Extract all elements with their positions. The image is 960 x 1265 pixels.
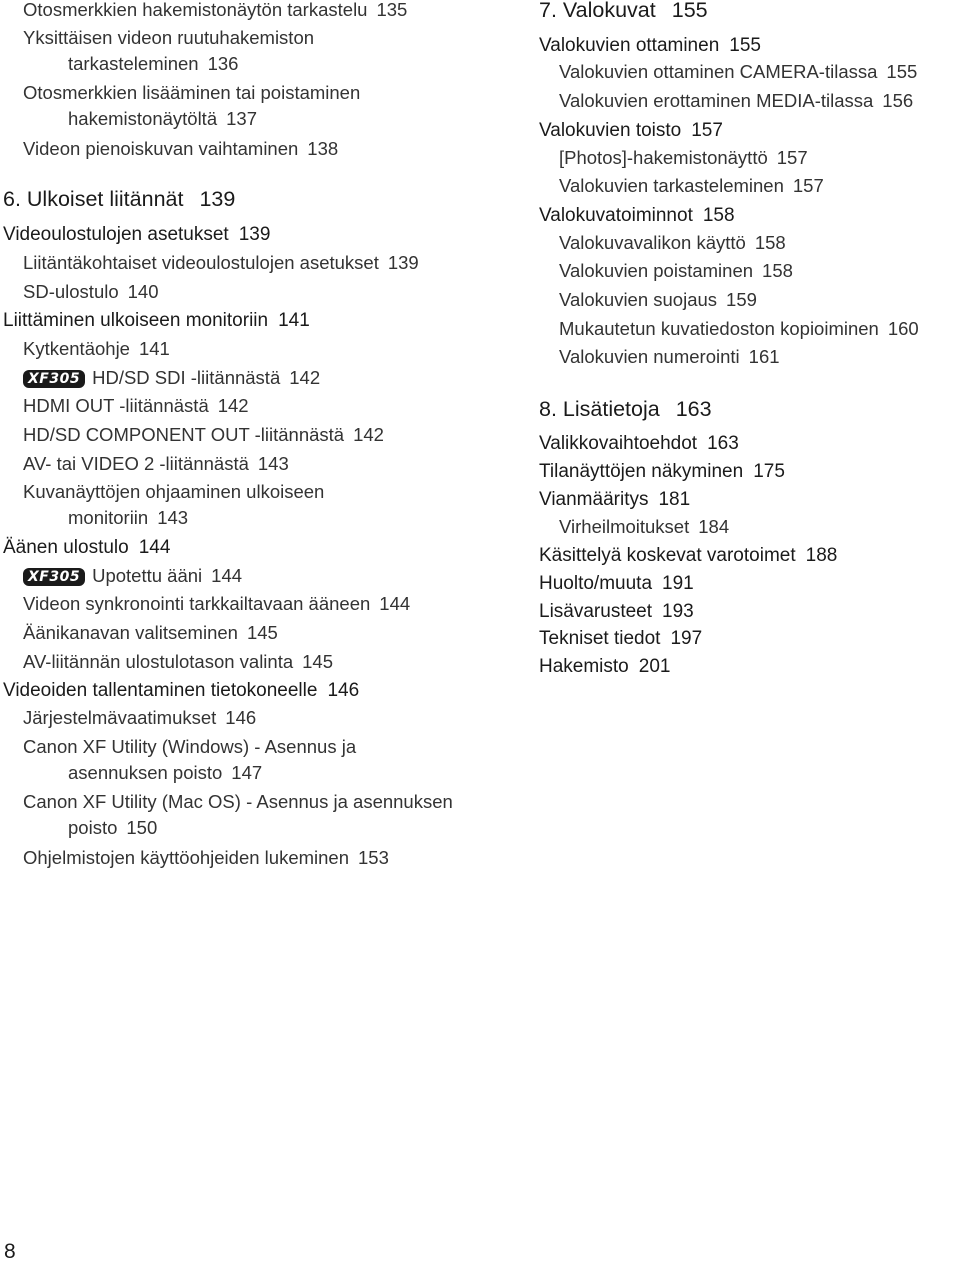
toc-entry-lisavarusteet — [539, 599, 694, 625]
toc-entry-canon-xf-utility-mac-os-asennus-ja-asenn — [23, 789, 453, 841]
toc-entry-page-number: 135 — [376, 0, 408, 20]
toc-entry-title: Tekniset tiedot — [539, 628, 661, 649]
toc-entry-title: Äänikanavan valitseminen — [23, 622, 238, 643]
toc-entry-tilanayttojen-nakyminen — [539, 459, 785, 485]
toc-entry-page-number: 181 — [658, 489, 691, 510]
toc-entry-kasittelya-koskevat-varotoimet — [539, 543, 837, 569]
toc-entry-title: 8. Lisätietoja — [539, 397, 660, 421]
toc-entry-page-number: 161 — [748, 346, 780, 367]
toc-entry-title: 7. Valokuvat — [539, 0, 656, 22]
toc-entry-page-number: 144 — [138, 537, 171, 558]
toc-entry-continuation-text: tarkasteleminen — [68, 53, 199, 74]
toc-entry-ohjelmistojen-kayttoohjeiden-lukeminen — [23, 845, 389, 871]
toc-entry-title: AV- tai VIDEO 2 -liitännästä — [23, 453, 249, 474]
toc-entry-page-number: 143 — [257, 453, 289, 474]
toc-entry-title: Ohjelmistojen käyttöohjeiden lukeminen — [23, 847, 349, 868]
toc-entry-page-number: 157 — [776, 147, 808, 168]
toc-entry-title: Videon pienoiskuvan vaihtaminen — [23, 138, 299, 159]
toc-entry-page-number: 158 — [754, 232, 786, 253]
toc-entry-tekniset-tiedot — [539, 626, 702, 652]
toc-entry-valokuvatoiminnot — [539, 203, 735, 229]
toc-entry-hd-sd-sdi-liitannasta — [23, 365, 320, 391]
toc-entry-page-number: 145 — [302, 651, 334, 672]
toc-entry-page-number: 191 — [662, 573, 694, 594]
toc-entry-valokuvien-toisto — [539, 118, 723, 144]
toc-entry-page-number: 158 — [762, 260, 793, 281]
toc-entry-sd-ulostulo — [23, 279, 159, 305]
toc-entry-title: Valokuvien poistaminen — [559, 260, 754, 281]
toc-entry-title: Otosmerkkien hakemistonäytön tarkastelu — [23, 0, 368, 20]
toc-entry-page-number: 153 — [358, 847, 389, 868]
toc-entry-page-number: 139 — [238, 224, 271, 245]
toc-entry-hdmi-out-liitannasta — [23, 393, 249, 419]
toc-entry-hakemisto — [539, 654, 670, 680]
toc-entry-upotettu-aani — [23, 563, 242, 589]
toc-entry-title: Käsittelyä koskevat varotoimet — [539, 545, 796, 566]
toc-entry-continuation — [23, 505, 324, 531]
toc-entry-title: Järjestelmävaatimukset — [23, 707, 217, 728]
toc-entry-page-number: 155 — [886, 61, 918, 82]
toc-entry-page-number: 140 — [127, 281, 159, 302]
toc-entry-page-number: 145 — [246, 622, 278, 643]
toc-entry-aanen-ulostulo — [3, 535, 170, 561]
toc-entry-huolto-muuta — [539, 571, 694, 597]
toc-entry-title: Vianmääritys — [539, 489, 649, 510]
toc-entry-title: Liitäntäkohtaiset videoulostulojen asetukset — [23, 252, 379, 273]
toc-entry-title: 6. Ulkoiset liitännät — [3, 187, 184, 211]
toc-entry-page-number: 142 — [289, 367, 321, 388]
toc-entry-title: Valokuvien suojaus — [559, 289, 718, 310]
toc-entry-page-number: 139 — [199, 187, 236, 211]
toc-entry-hd-sd-component-out-liitannasta — [23, 422, 384, 448]
toc-entry-valokuvien-erottaminen-media-tilassa — [559, 88, 913, 114]
toc-entry-page-number: 150 — [126, 817, 158, 838]
toc-entry-page-number: 143 — [157, 507, 189, 528]
toc-entry-page-number: 197 — [670, 628, 703, 649]
toc-entry-valokuvien-numerointi — [559, 344, 780, 370]
toc-entry-title: Valokuvien erottaminen MEDIA-tilassa — [559, 90, 874, 111]
toc-entry-title: HD/SD SDI -liitännästä — [92, 367, 281, 388]
toc-entry-page-number: 157 — [691, 120, 723, 141]
toc-entry-valokuvien-suojaus — [559, 287, 757, 313]
toc-entry-title: Tilanäyttöjen näkyminen — [539, 461, 744, 482]
toc-entry-title: Mukautetun kuvatiedoston kopioiminen — [559, 318, 879, 339]
toc-entry-mukautetun-kuvatiedoston-kopioiminen — [559, 316, 919, 342]
toc-entry-title: Äänen ulostulo — [3, 537, 129, 558]
toc-entry-valikkovaihtoehdot — [539, 431, 739, 457]
toc-entry-title: HDMI OUT -liitännästä — [23, 395, 209, 416]
toc-entry-canon-xf-utility-windows-asennus-ja — [23, 734, 356, 786]
toc-entry-title: Virheilmoitukset — [559, 516, 690, 537]
toc-entry-page-number: 142 — [217, 395, 249, 416]
toc-entry-page-number: 141 — [278, 310, 310, 331]
toc-entry-videon-pienoiskuvan-vaihtaminen — [23, 136, 338, 162]
toc-entry-page-number: 157 — [792, 175, 824, 196]
toc-entry-page-number: 163 — [675, 397, 712, 421]
toc-entry-continuation-text: hakemistonäytöltä — [68, 108, 218, 129]
toc-entry-title: Valokuvien tarkasteleminen — [559, 175, 784, 196]
model-badge-icon: XF305 — [23, 568, 85, 586]
toc-entry-av-tai-video-2-liitannasta — [23, 451, 289, 477]
toc-entry-av-liitannan-ulostulotason-valinta — [23, 649, 333, 675]
toc-entry-7-valokuvat — [539, 0, 708, 23]
toc-entry-otosmerkkien-hakemistonayton-tarkastelu — [23, 0, 407, 23]
toc-entry-title: Valokuvien ottaminen — [539, 35, 720, 56]
toc-entry-page-number: 147 — [231, 762, 263, 783]
toc-entry-videoiden-tallentaminen-tietokoneelle — [3, 678, 359, 704]
toc-entry-page-number: 193 — [662, 601, 694, 622]
toc-entry-8-lisatietoja — [539, 396, 712, 422]
toc-entry-otosmerkkien-lisaaminen-tai-poistaminen — [23, 80, 360, 132]
toc-entry-page-number: 156 — [882, 90, 914, 111]
toc-entry-page-number: 163 — [707, 433, 739, 454]
toc-entry-valokuvavalikon-kaytto — [559, 230, 786, 256]
toc-entry-page-number: 188 — [805, 545, 838, 566]
toc-entry-liitantakohtaiset-videoulostulojen-asetu — [23, 250, 419, 276]
toc-entry-page-number: 136 — [207, 53, 239, 74]
toc-entry-continuation — [23, 760, 356, 786]
toc-entry-liittaminen-ulkoiseen-monitoriin — [3, 308, 310, 334]
toc-entry-page-number: 175 — [753, 461, 785, 482]
toc-entry-title: Videoiden tallentaminen tietokoneelle — [3, 680, 318, 701]
toc-entry-title: Kytkentäohje — [23, 338, 130, 359]
toc-entry-page-number: 142 — [353, 424, 384, 445]
toc-entry-title: Liittäminen ulkoiseen monitoriin — [3, 310, 269, 331]
toc-entry-title: Canon XF Utility (Mac OS) - Asennus ja asennuksen — [23, 791, 453, 812]
toc-entry-vianmaaritys — [539, 487, 690, 513]
toc-entry-valokuvien-ottaminen — [539, 33, 761, 59]
toc-entry-continuation-text: poisto — [68, 817, 118, 838]
toc-entry-6-ulkoiset-liitannat — [3, 186, 235, 212]
toc-entry-page-number: 137 — [226, 108, 257, 129]
toc-entry-title: Valokuvavalikon käyttö — [559, 232, 746, 253]
toc-entry-title: Valokuvien toisto — [539, 120, 682, 141]
toc-entry-aanikanavan-valitseminen — [23, 620, 278, 646]
toc-entry-continuation — [23, 815, 453, 841]
toc-entry-page-number: 138 — [307, 138, 339, 159]
toc-entry-videoulostulojen-asetukset — [3, 222, 270, 248]
toc-entry-page-number: 144 — [211, 565, 243, 586]
toc-entry-page-number: 144 — [379, 593, 411, 614]
toc-entry-virheilmoitukset — [559, 514, 729, 540]
toc-entry-page-number: 139 — [387, 252, 419, 273]
toc-entry-photos-hakemistonaytto — [559, 145, 808, 171]
toc-entry-videon-synkronointi-tarkkailtavaan-aanee — [23, 591, 410, 617]
toc-entry-page-number: 184 — [698, 516, 730, 537]
toc-entry-valokuvien-poistaminen — [559, 258, 793, 284]
toc-entry-page-number: 201 — [638, 656, 671, 677]
toc-entry-page-number: 160 — [887, 318, 919, 339]
toc-entry-page-number: 146 — [327, 680, 360, 701]
toc-entry-valokuvien-tarkasteleminen — [559, 173, 824, 199]
toc-entry-title: Valokuvien numerointi — [559, 346, 740, 367]
toc-entry-title: Upotettu ääni — [92, 565, 203, 586]
toc-entry-title: Otosmerkkien lisääminen tai poistaminen — [23, 82, 361, 103]
toc-entry-title: Valokuvatoiminnot — [539, 205, 693, 226]
toc-entry-page-number: 155 — [729, 35, 761, 56]
toc-entry-jarjestelmavaatimukset — [23, 705, 256, 731]
toc-entry-title: Kuvanäyttöjen ohjaaminen ulkoiseen — [23, 481, 325, 502]
toc-entry-title: Yksittäisen videon ruutuhakemiston — [23, 27, 315, 48]
toc-entry-kytkentaohje — [23, 336, 170, 362]
toc-entry-page-number: 141 — [138, 338, 170, 359]
toc-entry-kuvanayttojen-ohjaaminen-ulkoiseen — [23, 479, 324, 531]
toc-entry-title: AV-liitännän ulostulotason valinta — [23, 651, 294, 672]
toc-entry-continuation-text: monitoriin — [68, 507, 149, 528]
toc-entry-title: Valikkovaihtoehdot — [539, 433, 698, 454]
toc-entry-title: Canon XF Utility (Windows) - Asennus ja — [23, 736, 357, 757]
toc-entry-title: [Photos]-hakemistonäyttö — [559, 147, 768, 168]
toc-entry-title: SD-ulostulo — [23, 281, 119, 302]
toc-entry-title: Lisävarusteet — [539, 601, 653, 622]
toc-entry-title: Videoulostulojen asetukset — [3, 224, 229, 245]
toc-entry-page-number: 146 — [225, 707, 257, 728]
model-badge-icon: XF305 — [23, 370, 85, 388]
toc-entry-continuation-text: asennuksen poisto — [68, 762, 223, 783]
toc-entry-continuation — [23, 51, 314, 77]
toc-entry-title: Huolto/muuta — [539, 573, 653, 594]
toc-entry-continuation — [23, 106, 360, 132]
toc-entry-title: Valokuvien ottaminen CAMERA-tilassa — [559, 61, 878, 82]
toc-entry-title: Videon synkronointi tarkkailtavaan ääneen — [23, 593, 371, 614]
toc-entry-title: Hakemisto — [539, 656, 629, 677]
toc-entry-yksittaisen-videon-ruutuhakemiston — [23, 25, 314, 77]
toc-entry-page-number: 159 — [726, 289, 757, 310]
page-number: 8 — [4, 1240, 16, 1263]
toc-entry-title: HD/SD COMPONENT OUT -liitännästä — [23, 424, 345, 445]
toc-entry-page-number: 158 — [702, 205, 735, 226]
toc-entry-valokuvien-ottaminen-camera-tilassa — [559, 59, 917, 85]
toc-entry-page-number: 155 — [671, 0, 708, 22]
